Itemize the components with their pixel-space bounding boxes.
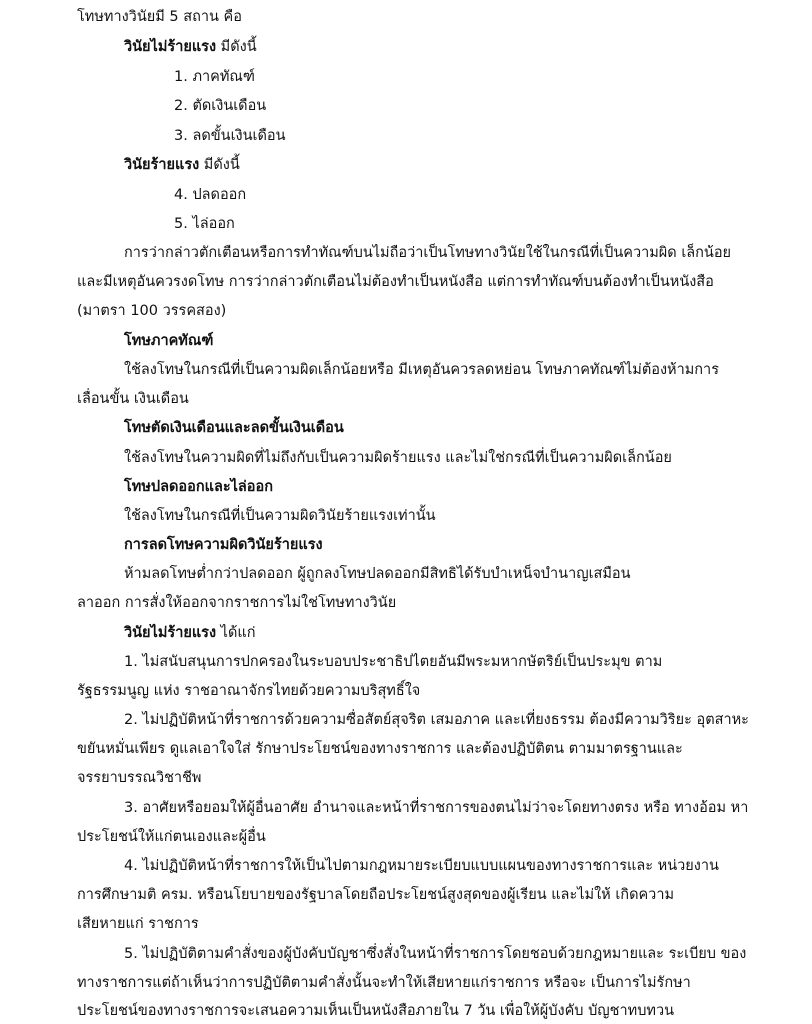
offence-line: 1. ไม่สนับสนุนการปกครองในระบอบประชาธิปไตยอันมีพระมหากษัตริย์เป็นประมุข ตาม xyxy=(124,654,663,670)
heading-rest: ได้แก่ xyxy=(216,625,256,641)
section-title: โทษตัดเงินเดือนและลดขั้นเงินเดือน xyxy=(124,420,344,436)
minor-offences-heading xyxy=(124,623,256,643)
section-title: การลดโทษความผิดวินัยร้ายแรง xyxy=(124,537,323,553)
paragraph-line: ใช้ลงโทษในกรณีที่เป็นความผิดวินัยร้ายแรงเท่านั้น xyxy=(124,508,436,524)
paragraph-line: เลื่อนขั้น เงินเดือน xyxy=(77,391,189,407)
heading-bold: วินัยไม่ร้ายแรง xyxy=(124,39,217,55)
paragraph-line: ใช้ลงโทษในกรณีที่เป็นความผิดเล็กน้อยหรือ มีเหตุอันควรลดหย่อน โทษภาคทัณฑ์ไม่ต้องห้ามการ xyxy=(124,362,719,378)
major-discipline-heading xyxy=(124,155,240,175)
offence-line: ขยันหมั่นเพียร ดูแลเอาใจใส่ รักษาประโยชน์ของทางราชการ และต้องปฏิบัติตน ตามมาตรฐานและ xyxy=(77,741,683,757)
list-item: 2. ตัดเงินเดือน xyxy=(174,98,267,114)
offence-line: 4. ไม่ปฏิบัติหน้าที่ราชการให้เป็นไปตามกฎหมายระเบียบแบบแผนของทางราชการและ หน่วยงาน xyxy=(124,858,719,874)
list-item: 5. ไล่ออก xyxy=(174,216,235,232)
offence-line: ทางราชการแต่ถ้าเห็นว่าการปฏิบัติตามคำสั่งนั้นจะทำให้เสียหายแก่ราชการ หรือจะ เป็นการไม่รักษา xyxy=(77,975,691,991)
offence-line: การศึกษามติ ครม. หรือนโยบายของรัฐบาลโดยถือประโยชน์สูงสุดของผู้เรียน และไม่ให้ เกิดความ xyxy=(77,887,675,903)
offence-line: 2. ไม่ปฏิบัติหน้าที่ราชการด้วยความซื่อสัตย์สุจริต เสมอภาค และเที่ยงธรรม ต้องมีความวิริยะ อุตสาหะ xyxy=(124,712,749,728)
note-line: และมีเหตุอันควรงดโทษ การว่ากล่าวตักเตือนไม่ต้องทำเป็นหนังสือ แต่การทำทัณฑ์บนต้องทำเป็นหนังสือ xyxy=(77,274,714,290)
note-line: (มาตรา 100 วรรคสอง) xyxy=(77,303,227,319)
offence-line: 3. อาศัยหรือยอมให้ผู้อื่นอาศัย อำนาจและหน้าที่ราชการของตนไม่ว่าจะโดยทางตรง หรือ ทางอ้อม หา xyxy=(124,800,749,816)
offence-line: รัฐธรรมนูญ แห่ง ราชอาณาจักรไทยด้วยความบริสุทธิ์ใจ xyxy=(77,683,421,699)
heading-rest: มีดังนี้ xyxy=(199,157,240,173)
paragraph-line: ใช้ลงโทษในความผิดที่ไม่ถึงกับเป็นความผิดร้ายแรง และไม่ใช่กรณีที่เป็นความผิดเล็กน้อย xyxy=(124,450,672,466)
intro-text: โทษทางวินัยมี 5 สถาน คือ xyxy=(77,9,242,25)
list-item: 3. ลดขั้นเงินเดือน xyxy=(174,128,286,144)
offence-line: จรรยาบรรณวิชาชีพ xyxy=(77,770,202,786)
note-line: การว่ากล่าวตักเตือนหรือการทำทัณฑ์บนไม่ถือว่าเป็นโทษทางวินัยใช้ในกรณีที่เป็นความผิด เล็กน้อย xyxy=(124,245,732,261)
list-item: 4. ปลดออก xyxy=(174,187,247,203)
heading-rest: มีดังนี้ xyxy=(216,39,257,55)
paragraph-line: ห้ามลดโทษต่ำกว่าปลดออก ผู้ถูกลงโทษปลดออกมีสิทธิได้รับบำเหน็จบำนาญเสมือน xyxy=(124,566,631,582)
paragraph-line: ลาออก การสั่งให้ออกจากราชการไม่ใช่โทษทางวินัย xyxy=(77,595,397,611)
heading-bold: วินัยไม่ร้ายแรง xyxy=(124,625,217,641)
section-title: โทษภาคทัณฑ์ xyxy=(124,333,214,349)
offence-line: ประโยชน์ให้แก่ตนเองและผู้อื่น xyxy=(77,829,266,845)
offence-line: ประโยชน์ของทางราชการจะเสนอความเห็นเป็นหนังสือภายใน 7 วัน เพื่อให้ผู้บังคับ บัญชาทบทวน xyxy=(77,1003,675,1019)
offence-line: เสียหายแก่ ราชการ xyxy=(77,916,199,932)
section-title: โทษปลดออกและไล่ออก xyxy=(124,479,274,495)
offence-line: 5. ไม่ปฏิบัติตามคำสั่งของผู้บังคับบัญชาซึ่งสั่งในหน้าที่ราชการโดยชอบด้วยกฎหมายและ ระเบียบ ของ xyxy=(124,946,747,962)
minor-discipline-heading xyxy=(124,37,257,57)
heading-bold: วินัยร้ายแรง xyxy=(124,157,200,173)
list-item: 1. ภาคทัณฑ์ xyxy=(174,69,255,85)
